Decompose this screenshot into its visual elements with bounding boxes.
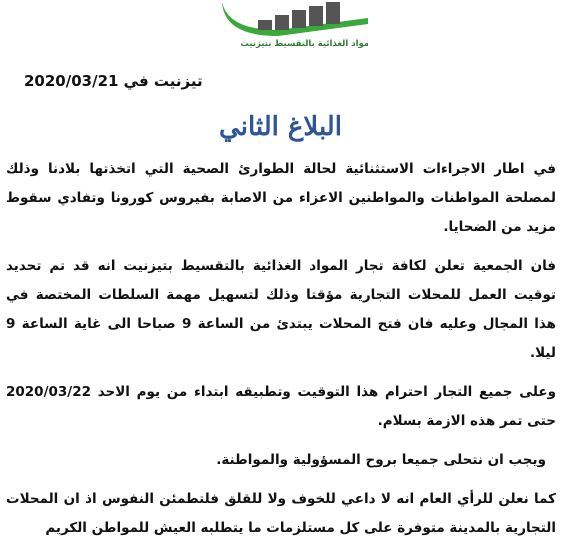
announcement-body [6,155,556,553]
paragraph-public-notice: كما نعلن للرأي العام انه لا داعي للخوف ولا للقلق فلتطمئن النفوس اذ ان المحلات التجارية بالمدينة متوفرة على كل مستلزمات ما يتطلبه العيش للمواطن الكريم [6,491,556,536]
logo-bar-2 [275,15,289,30]
paragraph-responsibility: ويجب ان نتحلى جميعا بروح المسؤولية والمواطنة. [216,452,546,468]
logo-bar-4 [309,6,323,26]
logo-graphic [218,0,368,52]
paragraph-context: في اطار الاجراءات الاستثنائية لحالة الطوارئ الصحية التي اتخذتها بلادنا وذلك لمصلحة المواطنات والمواطنين الاعزاء من الاصابة بفيروس كورونا وتفادي سقوط مزيد من الضحايا. [6,161,556,235]
logo-bar-3 [292,10,306,28]
announcement-title: البلاغ الثاني [219,112,342,142]
logo-brand-text: المواد الغذائية بالتقسيط بتيزنيت [240,39,368,49]
logo-bar-1 [258,20,272,30]
dateline: تيزنيت في 2020/03/21 [24,72,203,90]
paragraph-start-date: وعلى جميع التجار احترام هذا التوقيت وتطبيقه ابتداء من يوم الاحد 2020/03/22 حتى تمر هذه الازمة بسلام. [6,384,556,429]
paragraph-working-hours: فان الجمعية تعلن لكافة تجار المواد الغذائية بالتقسيط بتيزنيت انه قد تم تحديد توقيت العمل للمحلات التجارية مؤقتا وذلك لتسهيل مهمة السلطات المختصة في هذا المجال وعليه فان فتح المحلات يبتدئ من الساعة 9 صباحا الى غاية الساعة 9 ليلا. [6,258,556,361]
association-logo [218,0,368,52]
logo-bar-5 [326,2,340,24]
